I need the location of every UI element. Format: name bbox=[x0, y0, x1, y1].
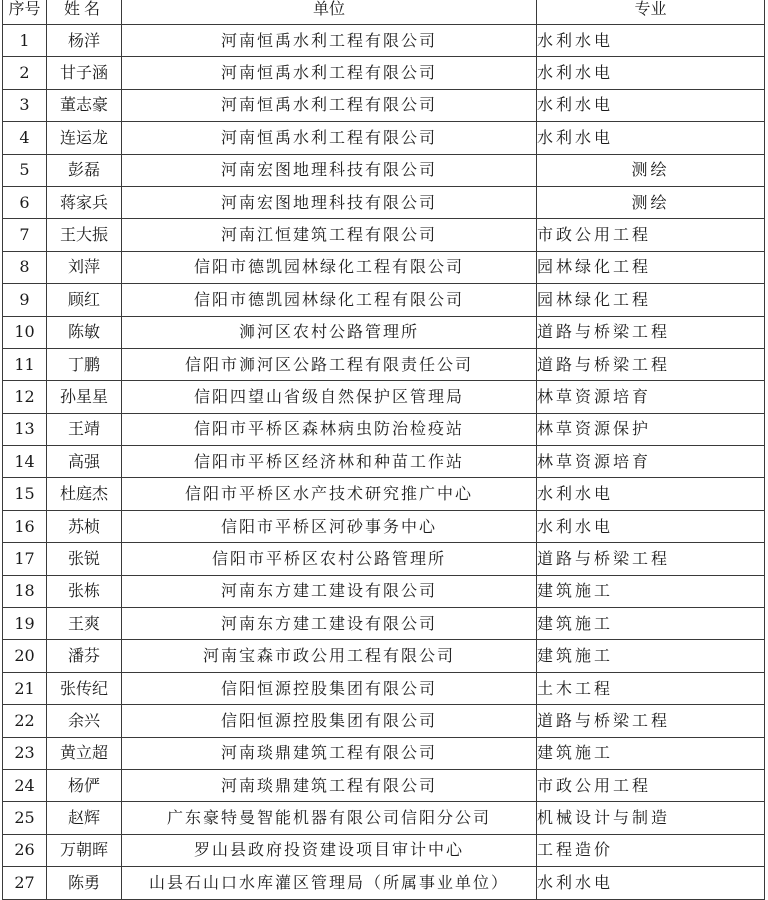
cell-major: 测绘 bbox=[537, 186, 765, 218]
cell-unit: 罗山县政府投资建设项目审计中心 bbox=[122, 834, 537, 866]
cell-no: 6 bbox=[3, 186, 47, 218]
cell-major: 道路与桥梁工程 bbox=[537, 316, 765, 348]
cell-no: 17 bbox=[3, 543, 47, 575]
table-row bbox=[3, 89, 765, 121]
header-row bbox=[3, 0, 765, 25]
cell-name: 王靖 bbox=[47, 413, 122, 445]
cell-major: 水利水电 bbox=[537, 57, 765, 89]
cell-name: 王大振 bbox=[47, 219, 122, 251]
table-row bbox=[3, 867, 765, 899]
cell-major: 建筑施工 bbox=[537, 737, 765, 769]
table-row bbox=[3, 705, 765, 737]
cell-no: 2 bbox=[3, 57, 47, 89]
cell-unit: 河南恒禹水利工程有限公司 bbox=[122, 25, 537, 57]
cell-name: 杨洋 bbox=[47, 25, 122, 57]
cell-no: 27 bbox=[3, 867, 47, 899]
cell-no: 11 bbox=[3, 348, 47, 380]
cell-name: 张栋 bbox=[47, 575, 122, 607]
cell-major: 建筑施工 bbox=[537, 575, 765, 607]
cell-unit: 河南宏图地理科技有限公司 bbox=[122, 186, 537, 218]
table-row bbox=[3, 284, 765, 316]
cell-name: 丁鹏 bbox=[47, 348, 122, 380]
cell-no: 1 bbox=[3, 25, 47, 57]
cell-unit: 信阳市平桥区经济林和种苗工作站 bbox=[122, 446, 537, 478]
cell-name: 杜庭杰 bbox=[47, 478, 122, 510]
header-name: 姓名 bbox=[47, 0, 122, 25]
table-row bbox=[3, 834, 765, 866]
cell-no: 18 bbox=[3, 575, 47, 607]
cell-no: 5 bbox=[3, 154, 47, 186]
table-row bbox=[3, 25, 765, 57]
cell-name: 赵辉 bbox=[47, 802, 122, 834]
cell-major: 机械设计与制造 bbox=[537, 802, 765, 834]
cell-name: 彭磊 bbox=[47, 154, 122, 186]
cell-major: 建筑施工 bbox=[537, 608, 765, 640]
table-row bbox=[3, 348, 765, 380]
table-row bbox=[3, 737, 765, 769]
cell-major: 测绘 bbox=[537, 154, 765, 186]
cell-no: 14 bbox=[3, 446, 47, 478]
cell-no: 26 bbox=[3, 834, 47, 866]
cell-unit: 河南江恒建筑工程有限公司 bbox=[122, 219, 537, 251]
cell-unit: 信阳恒源控股集团有限公司 bbox=[122, 672, 537, 704]
cell-unit: 河南东方建工建设有限公司 bbox=[122, 608, 537, 640]
cell-name: 董志豪 bbox=[47, 89, 122, 121]
cell-unit: 信阳市平桥区森林病虫防治检疫站 bbox=[122, 413, 537, 445]
cell-major: 园林绿化工程 bbox=[537, 251, 765, 283]
cell-unit: 河南恒禹水利工程有限公司 bbox=[122, 122, 537, 154]
cell-name: 高强 bbox=[47, 446, 122, 478]
cell-name: 苏桢 bbox=[47, 510, 122, 542]
header-major: 专业 bbox=[537, 0, 765, 25]
cell-unit: 河南琰鼎建筑工程有限公司 bbox=[122, 737, 537, 769]
table-row bbox=[3, 510, 765, 542]
cell-unit: 信阳四望山省级自然保护区管理局 bbox=[122, 381, 537, 413]
cell-name: 陈勇 bbox=[47, 867, 122, 899]
cell-unit: 信阳市浉河区公路工程有限责任公司 bbox=[122, 348, 537, 380]
table-row bbox=[3, 122, 765, 154]
table-body bbox=[3, 25, 765, 900]
cell-name: 张传纪 bbox=[47, 672, 122, 704]
cell-no: 9 bbox=[3, 284, 47, 316]
table-row bbox=[3, 381, 765, 413]
cell-unit: 山县石山口水库灌区管理局（所属事业单位） bbox=[122, 867, 537, 899]
table-header bbox=[3, 0, 765, 25]
table-row bbox=[3, 57, 765, 89]
table-row bbox=[3, 154, 765, 186]
cell-major: 道路与桥梁工程 bbox=[537, 348, 765, 380]
cell-name: 黄立超 bbox=[47, 737, 122, 769]
cell-unit: 河南恒禹水利工程有限公司 bbox=[122, 57, 537, 89]
cell-no: 15 bbox=[3, 478, 47, 510]
header-unit: 单位 bbox=[122, 0, 537, 25]
cell-no: 3 bbox=[3, 89, 47, 121]
cell-major: 水利水电 bbox=[537, 122, 765, 154]
cell-major: 道路与桥梁工程 bbox=[537, 705, 765, 737]
cell-no: 10 bbox=[3, 316, 47, 348]
cell-name: 万朝晖 bbox=[47, 834, 122, 866]
cell-unit: 信阳市平桥区水产技术研究推广中心 bbox=[122, 478, 537, 510]
cell-name: 余兴 bbox=[47, 705, 122, 737]
cell-unit: 河南东方建工建设有限公司 bbox=[122, 575, 537, 607]
table-row bbox=[3, 575, 765, 607]
cell-major: 建筑施工 bbox=[537, 640, 765, 672]
cell-name: 刘萍 bbox=[47, 251, 122, 283]
cell-name: 陈敏 bbox=[47, 316, 122, 348]
table-row bbox=[3, 802, 765, 834]
table-row bbox=[3, 478, 765, 510]
table-row bbox=[3, 446, 765, 478]
cell-major: 林草资源培育 bbox=[537, 381, 765, 413]
cell-no: 16 bbox=[3, 510, 47, 542]
cell-major: 道路与桥梁工程 bbox=[537, 543, 765, 575]
table-row bbox=[3, 769, 765, 801]
cell-no: 20 bbox=[3, 640, 47, 672]
cell-major: 市政公用工程 bbox=[537, 769, 765, 801]
cell-name: 顾红 bbox=[47, 284, 122, 316]
cell-name: 甘子涵 bbox=[47, 57, 122, 89]
cell-major: 水利水电 bbox=[537, 25, 765, 57]
cell-major: 林草资源保护 bbox=[537, 413, 765, 445]
table-row bbox=[3, 316, 765, 348]
cell-unit: 河南宏图地理科技有限公司 bbox=[122, 154, 537, 186]
cell-major: 园林绿化工程 bbox=[537, 284, 765, 316]
cell-unit: 广东豪特曼智能机器有限公司信阳分公司 bbox=[122, 802, 537, 834]
cell-name: 孙星星 bbox=[47, 381, 122, 413]
cell-unit: 信阳市平桥区农村公路管理所 bbox=[122, 543, 537, 575]
table-row bbox=[3, 640, 765, 672]
cell-major: 水利水电 bbox=[537, 478, 765, 510]
cell-major: 水利水电 bbox=[537, 510, 765, 542]
cell-no: 23 bbox=[3, 737, 47, 769]
cell-no: 19 bbox=[3, 608, 47, 640]
cell-no: 7 bbox=[3, 219, 47, 251]
roster-table bbox=[2, 0, 765, 900]
table-row bbox=[3, 672, 765, 704]
table-row bbox=[3, 219, 765, 251]
cell-no: 4 bbox=[3, 122, 47, 154]
cell-major: 林草资源培育 bbox=[537, 446, 765, 478]
cell-unit: 河南恒禹水利工程有限公司 bbox=[122, 89, 537, 121]
cell-unit: 信阳市德凯园林绿化工程有限公司 bbox=[122, 284, 537, 316]
cell-name: 连运龙 bbox=[47, 122, 122, 154]
cell-no: 8 bbox=[3, 251, 47, 283]
cell-name: 王爽 bbox=[47, 608, 122, 640]
cell-name: 蒋家兵 bbox=[47, 186, 122, 218]
table-row bbox=[3, 413, 765, 445]
cell-name: 潘芬 bbox=[47, 640, 122, 672]
cell-unit: 浉河区农村公路管理所 bbox=[122, 316, 537, 348]
cell-major: 水利水电 bbox=[537, 89, 765, 121]
cell-major: 水利水电 bbox=[537, 867, 765, 899]
table-row bbox=[3, 251, 765, 283]
table-row bbox=[3, 543, 765, 575]
cell-name: 张锐 bbox=[47, 543, 122, 575]
cell-no: 22 bbox=[3, 705, 47, 737]
cell-major: 土木工程 bbox=[537, 672, 765, 704]
cell-no: 24 bbox=[3, 769, 47, 801]
cell-no: 13 bbox=[3, 413, 47, 445]
cell-major: 市政公用工程 bbox=[537, 219, 765, 251]
table-row bbox=[3, 608, 765, 640]
cell-unit: 信阳恒源控股集团有限公司 bbox=[122, 705, 537, 737]
cell-unit: 河南琰鼎建筑工程有限公司 bbox=[122, 769, 537, 801]
cell-no: 12 bbox=[3, 381, 47, 413]
cell-no: 25 bbox=[3, 802, 47, 834]
table-row bbox=[3, 186, 765, 218]
header-no: 序号 bbox=[3, 0, 47, 25]
cell-name: 杨俨 bbox=[47, 769, 122, 801]
cell-unit: 河南宝森市政公用工程有限公司 bbox=[122, 640, 537, 672]
cell-unit: 信阳市德凯园林绿化工程有限公司 bbox=[122, 251, 537, 283]
cell-unit: 信阳市平桥区河砂事务中心 bbox=[122, 510, 537, 542]
cell-no: 21 bbox=[3, 672, 47, 704]
cell-major: 工程造价 bbox=[537, 834, 765, 866]
